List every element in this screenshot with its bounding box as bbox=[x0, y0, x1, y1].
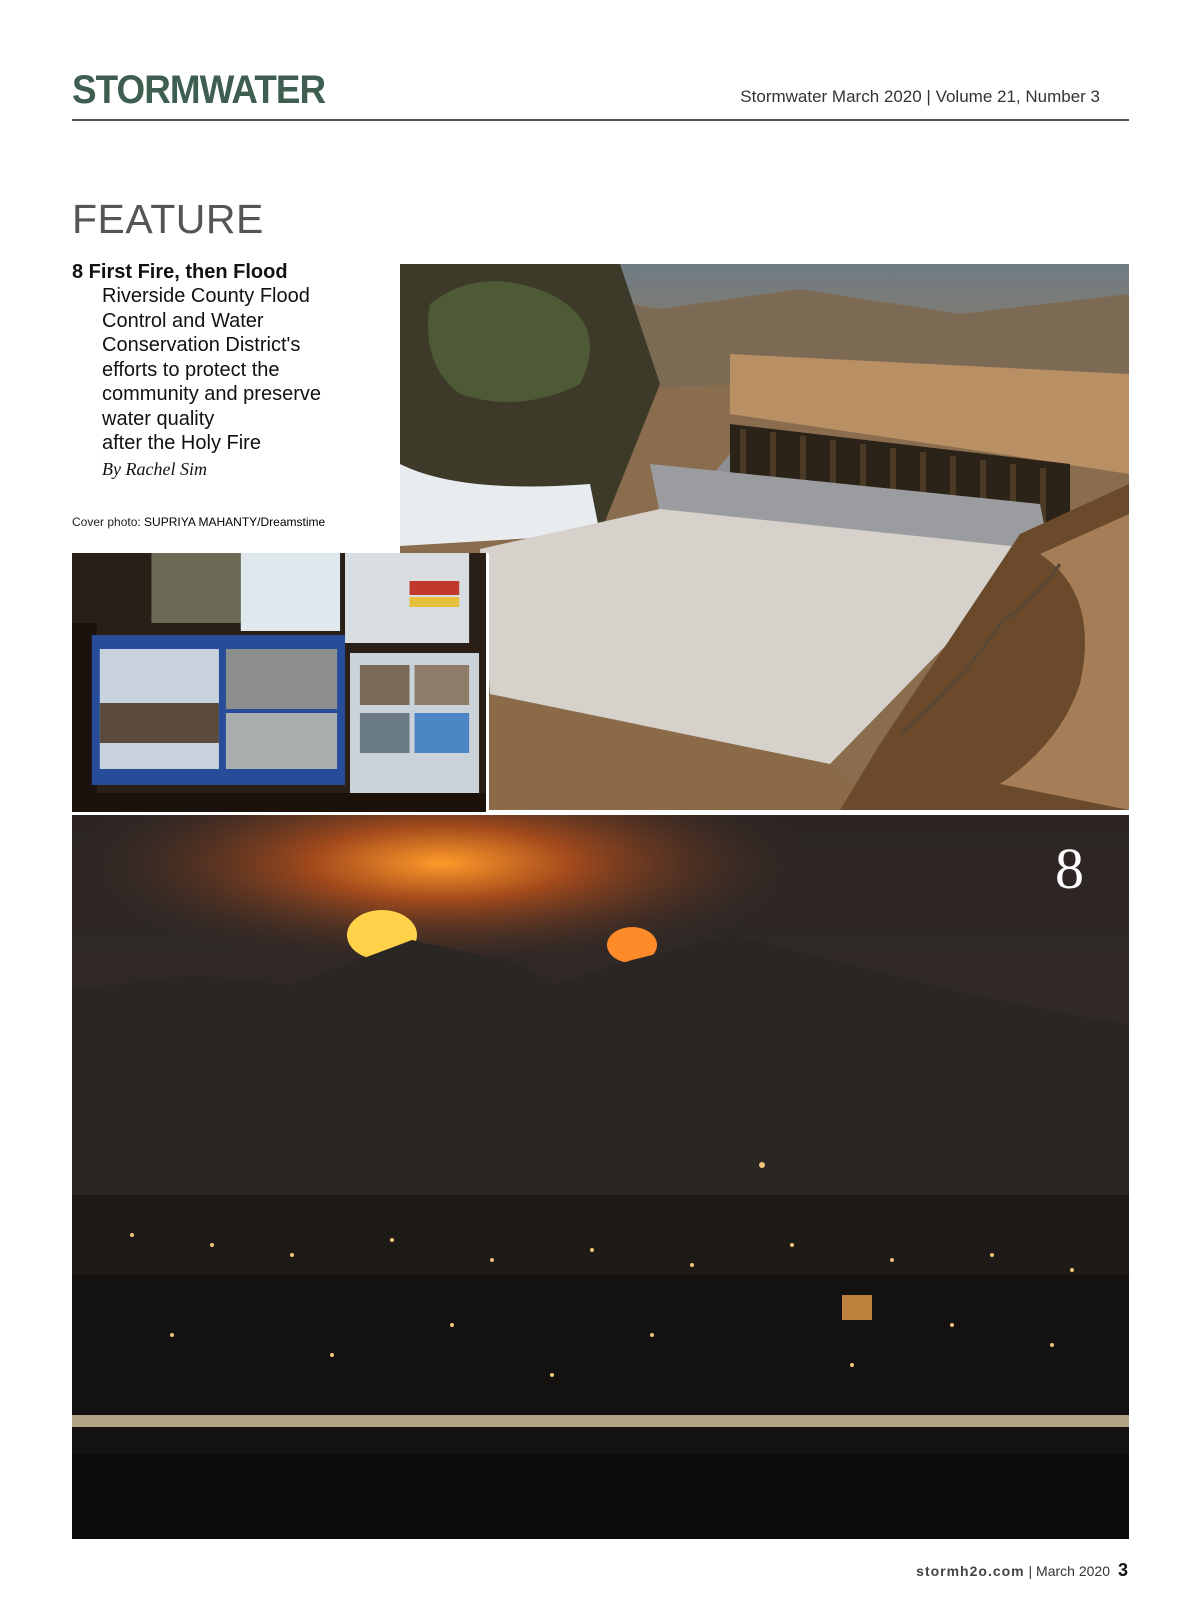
issue-info: Stormwater March 2020 | Volume 21, Number 3 bbox=[740, 87, 1100, 106]
desc-line: Riverside County Flood bbox=[102, 285, 310, 307]
footer-page-number: 3 bbox=[1117, 1560, 1128, 1580]
desc-line: efforts to protect the bbox=[102, 358, 280, 381]
header-rule bbox=[72, 119, 1129, 121]
footer-site[interactable]: stormh2o.com bbox=[916, 1563, 1025, 1579]
stormwater-logo bbox=[72, 68, 325, 112]
holy-fire-night-photo bbox=[72, 815, 1129, 1539]
article-description bbox=[102, 284, 372, 456]
footer-separator: | bbox=[1024, 1563, 1037, 1579]
desc-line: water quality bbox=[102, 407, 215, 430]
article-title[interactable]: 8 First Fire, then Flood bbox=[72, 261, 288, 283]
cover-credit bbox=[72, 515, 325, 529]
credit-label: Cover photo: bbox=[72, 515, 145, 529]
feature-page-number[interactable]: 8 bbox=[1055, 836, 1084, 901]
footer-date: March 2020 bbox=[1036, 1563, 1110, 1579]
desc-line: Conservation District's bbox=[102, 334, 301, 356]
logo-text: STORMWATER bbox=[72, 68, 326, 112]
article-byline: By Rachel Sim bbox=[102, 458, 207, 479]
toc-entry[interactable] bbox=[72, 260, 372, 482]
debris-basin-photo bbox=[400, 264, 1129, 810]
desc-line: after the Holy Fire bbox=[102, 432, 261, 454]
desc-line: Control and Water bbox=[102, 309, 264, 332]
page-footer bbox=[916, 1560, 1128, 1581]
monitoring-screens-photo bbox=[72, 553, 489, 812]
desc-line: community and preserve bbox=[102, 383, 321, 405]
credit-name: SUPRIYA MAHANTY/Dreamstime bbox=[144, 515, 326, 529]
section-heading: FEATURE bbox=[72, 196, 264, 242]
